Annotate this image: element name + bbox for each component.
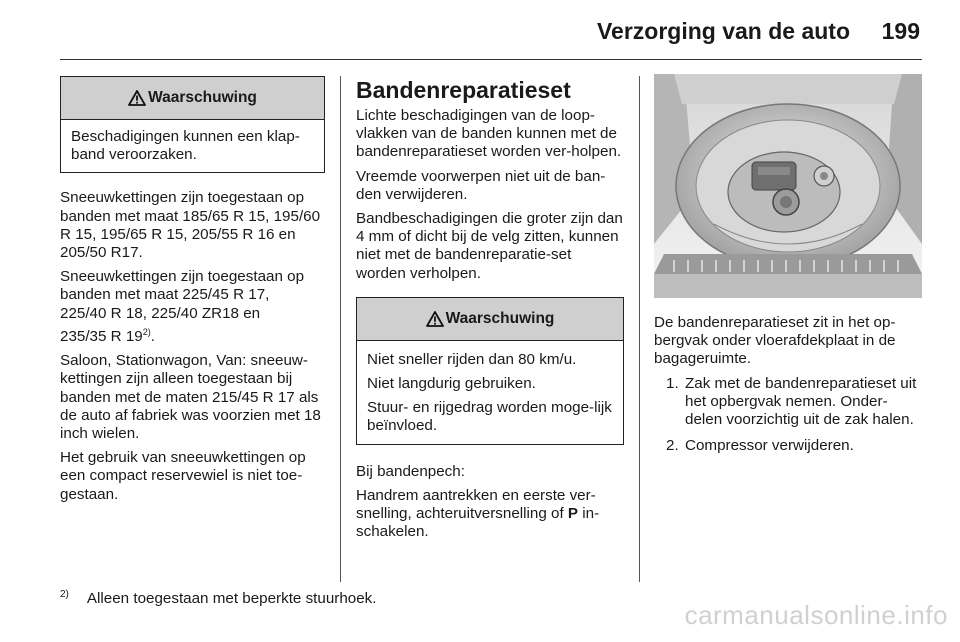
warning-title: Waarschuwing <box>445 309 555 327</box>
column-2 <box>356 77 624 547</box>
header-divider <box>60 59 922 60</box>
footnote-text: Alleen toegestaan met beperkte stuurhoek. <box>86 590 377 607</box>
page-title: Verzorging van de auto <box>596 18 850 44</box>
paragraph: Vreemde voorwerpen niet uit de ban-den verwijderen. <box>356 167 606 203</box>
text-line: banden met maat 225/45 R 17, <box>60 286 270 304</box>
paragraph-sizes <box>60 268 325 346</box>
warning-line: Stuur- en rijgedrag worden moge-lijk beïnvloed. <box>367 399 612 435</box>
warning-triangle-icon <box>128 90 146 106</box>
trunk-illustration <box>654 74 922 298</box>
paragraph: Bij bandenpech: <box>356 462 465 480</box>
page-header <box>0 0 960 60</box>
text-line: 235/35 R 19 <box>60 327 143 345</box>
list-item <box>654 437 924 455</box>
warning-line: Niet langdurig gebruiken. <box>367 375 536 393</box>
text-run: Handrem aantrekken en eerste ver-snelling, achteruitversnelling of <box>356 486 596 523</box>
paragraph: Saloon, Stationwagon, Van: sneeuw-kettingen zijn alleen toegestaan bij banden met de maten 215/45 R 17 als de auto af fabriek was voorzien met 18 inch wielen. <box>60 352 321 442</box>
warning-text: Beschadigingen kunnen een klap-band veroorzaken. <box>71 128 300 164</box>
gear-p-label: P <box>567 505 579 523</box>
warning-box <box>60 76 325 173</box>
column-divider-2 <box>639 76 640 582</box>
paragraph: De bandenreparatieset zit in het op-bergvak onder vloerafdekplaat in de bagageruimte. <box>654 314 896 368</box>
column-divider-1 <box>340 76 341 582</box>
section-title: Bandenreparatieset <box>356 77 571 103</box>
steps-list <box>654 375 924 456</box>
paragraph <box>356 487 624 542</box>
warning-body <box>357 341 623 444</box>
footnote <box>60 589 377 607</box>
step-number: 1. <box>666 374 679 392</box>
warning-header <box>61 77 324 120</box>
footnote-mark: 2) <box>60 589 69 600</box>
page-number: 199 <box>881 18 920 44</box>
step-text: Zak met de bandenreparatieset uit het opbergvak nemen. Onder-delen voorzichtig uit de zak halen. <box>685 374 917 429</box>
text-line: Sneeuwkettingen zijn toegestaan op <box>60 268 305 286</box>
text-line: 225/40 R 18, 225/40 ZR18 en <box>60 304 261 322</box>
paragraph: Bandbeschadigingen die groter zijn dan 4 mm of dicht bij de velg zitten, kunnen niet met de bandenreparatie-set worden verholpen. <box>356 210 623 282</box>
paragraph: Het gebruik van sneeuwkettingen op een compact reservewiel is niet toe-gestaan. <box>60 449 306 503</box>
footnote-ref[interactable]: 2) <box>142 326 151 337</box>
text-line-end: . <box>150 327 156 345</box>
warning-title: Waarschuwing <box>148 88 257 106</box>
paragraph: Sneeuwkettingen zijn toegestaan op banden met maat 185/65 R 15, 195/60 R 15, 195/65 R 15, 205/55 R 16 en 205/50 R17. <box>60 189 321 262</box>
warning-body <box>61 120 324 172</box>
column-3 <box>654 76 924 463</box>
list-item <box>654 375 924 430</box>
column-1 <box>60 76 325 510</box>
warning-triangle-icon <box>426 311 444 327</box>
watermark: carmanualsonline.info <box>684 600 948 630</box>
warning-header <box>357 298 623 341</box>
paragraph: Lichte beschadigingen van de loop-vlakken van de banden kunnen met de bandenreparatieset worden ver-holpen. <box>356 107 622 161</box>
step-text: Compressor verwijderen. <box>685 437 854 455</box>
text-run: in-schakelen. <box>356 505 600 541</box>
spare-wheel-well-image <box>654 74 922 298</box>
warning-box <box>356 297 624 445</box>
step-number: 2. <box>666 437 679 455</box>
warning-line: Niet sneller rijden dan 80 km/u. <box>367 350 577 368</box>
